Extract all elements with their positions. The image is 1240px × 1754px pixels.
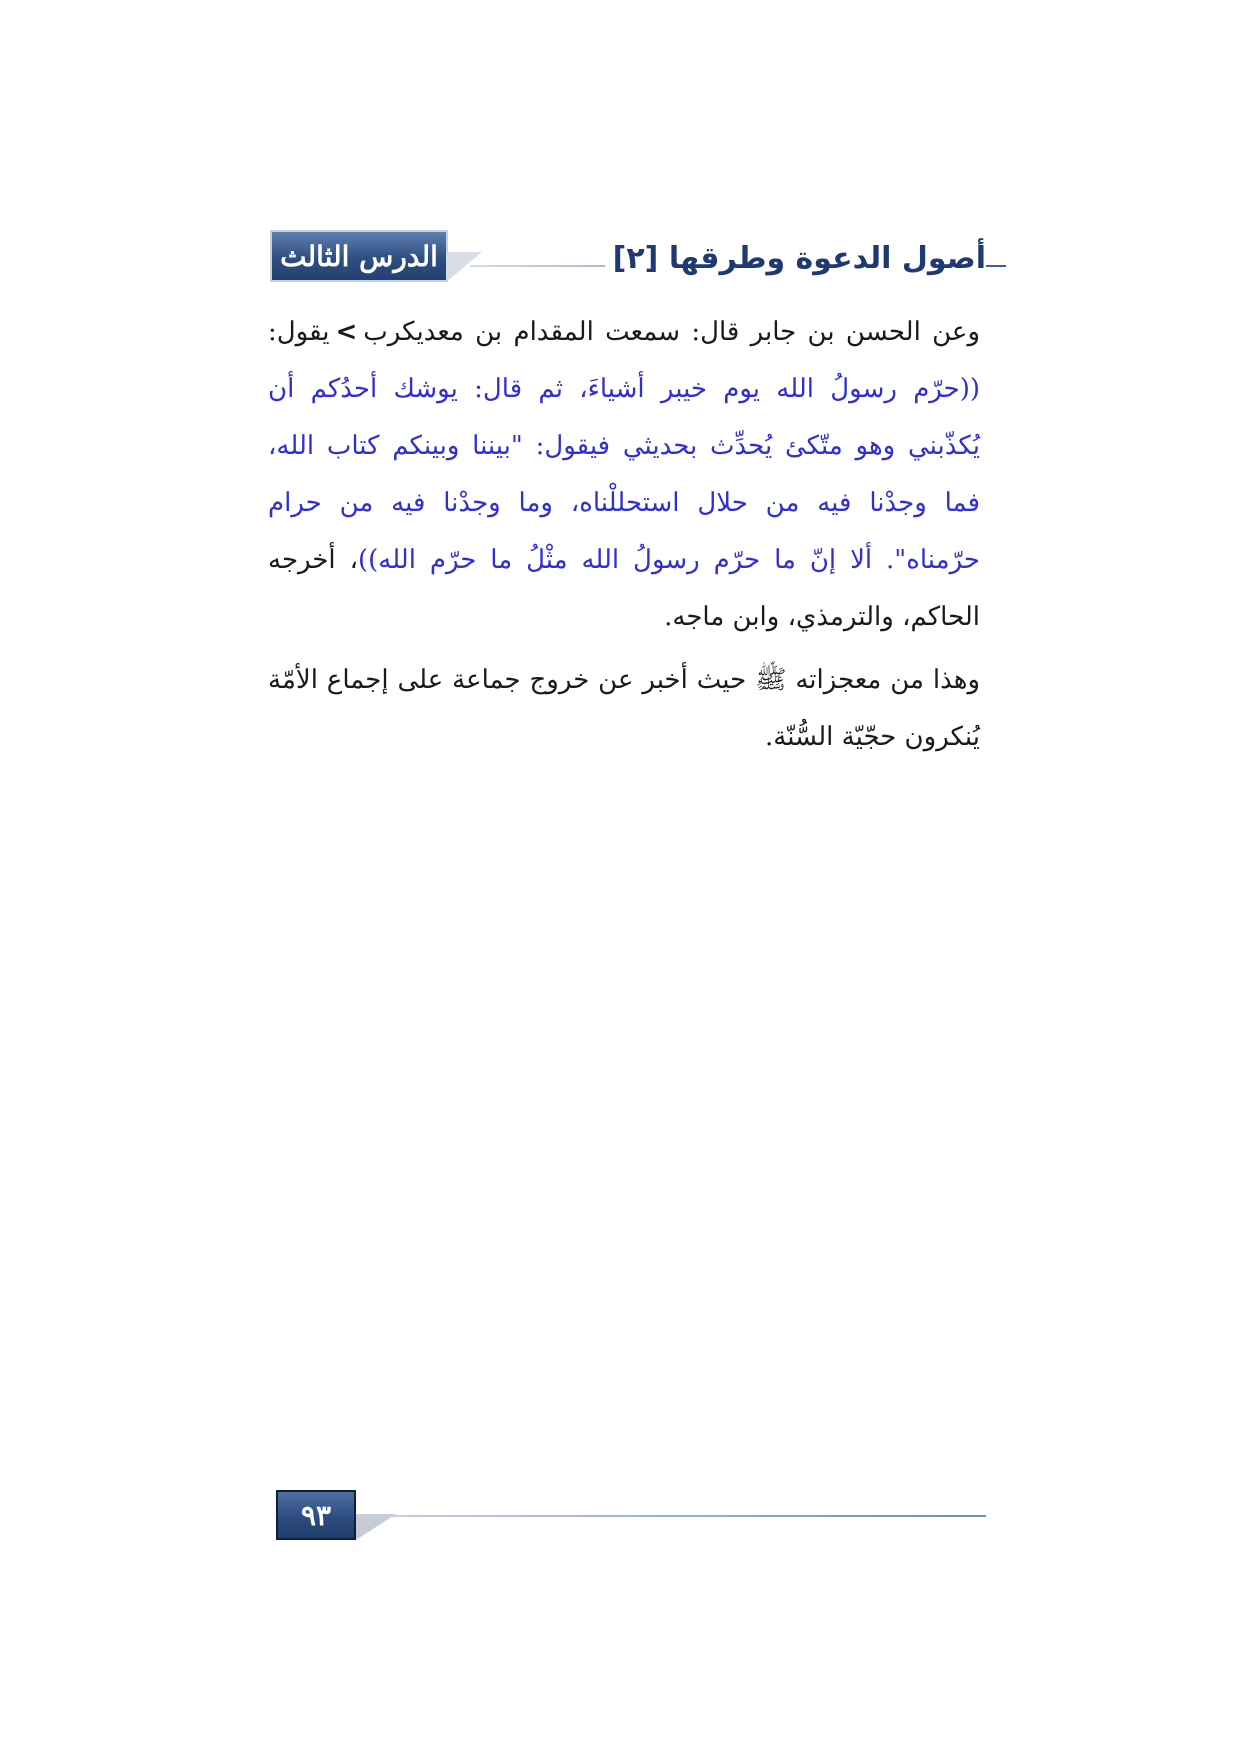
page-footer <box>276 1490 986 1550</box>
paragraph-hadith <box>268 304 980 646</box>
book-title: أصول الدعوة وطرقها [٢] <box>605 230 986 286</box>
page-number: ٩٣ <box>276 1490 356 1540</box>
hadith-source: ، أخرجه الحاكم، والترمذي، وابن ماجه. <box>268 545 980 632</box>
narration-says: يقول: <box>268 317 330 347</box>
hadith-text: ((حرّم رسولُ الله يوم خيبر أشياءَ، ثم قال: يوشك أحدُكم أن يُكذّبني وهو متّكئ يُحدِّث بحديثي فيقول: "بيننا وبينكم كتاب الله، فما وجدْنا فيه من حلال استحللْناه، وما وجدْنا فيه من حرام حرّمناه". ألا إنّ ما حرّم رسولُ الله مثْلُ ما حرّم الله)) <box>268 374 981 575</box>
lesson-badge-shadow <box>446 252 482 282</box>
page-number-shadow <box>356 1514 396 1540</box>
paragraph-commentary: وهذا من معجزاته ﷺ حيث أخبر عن خروج جماعة على إجماع الأمّة يُنكرون حجّيّة السُّنّة. <box>268 665 980 752</box>
narration-intro: وعن الحسن بن جابر قال: سمعت المقدام بن معديكرب <box>363 317 980 347</box>
page-header <box>270 230 986 286</box>
page-content <box>268 304 980 766</box>
footer-divider <box>358 1515 986 1517</box>
honorific-mark: > <box>335 317 358 347</box>
lesson-badge: الدرس الثالث <box>270 230 448 282</box>
